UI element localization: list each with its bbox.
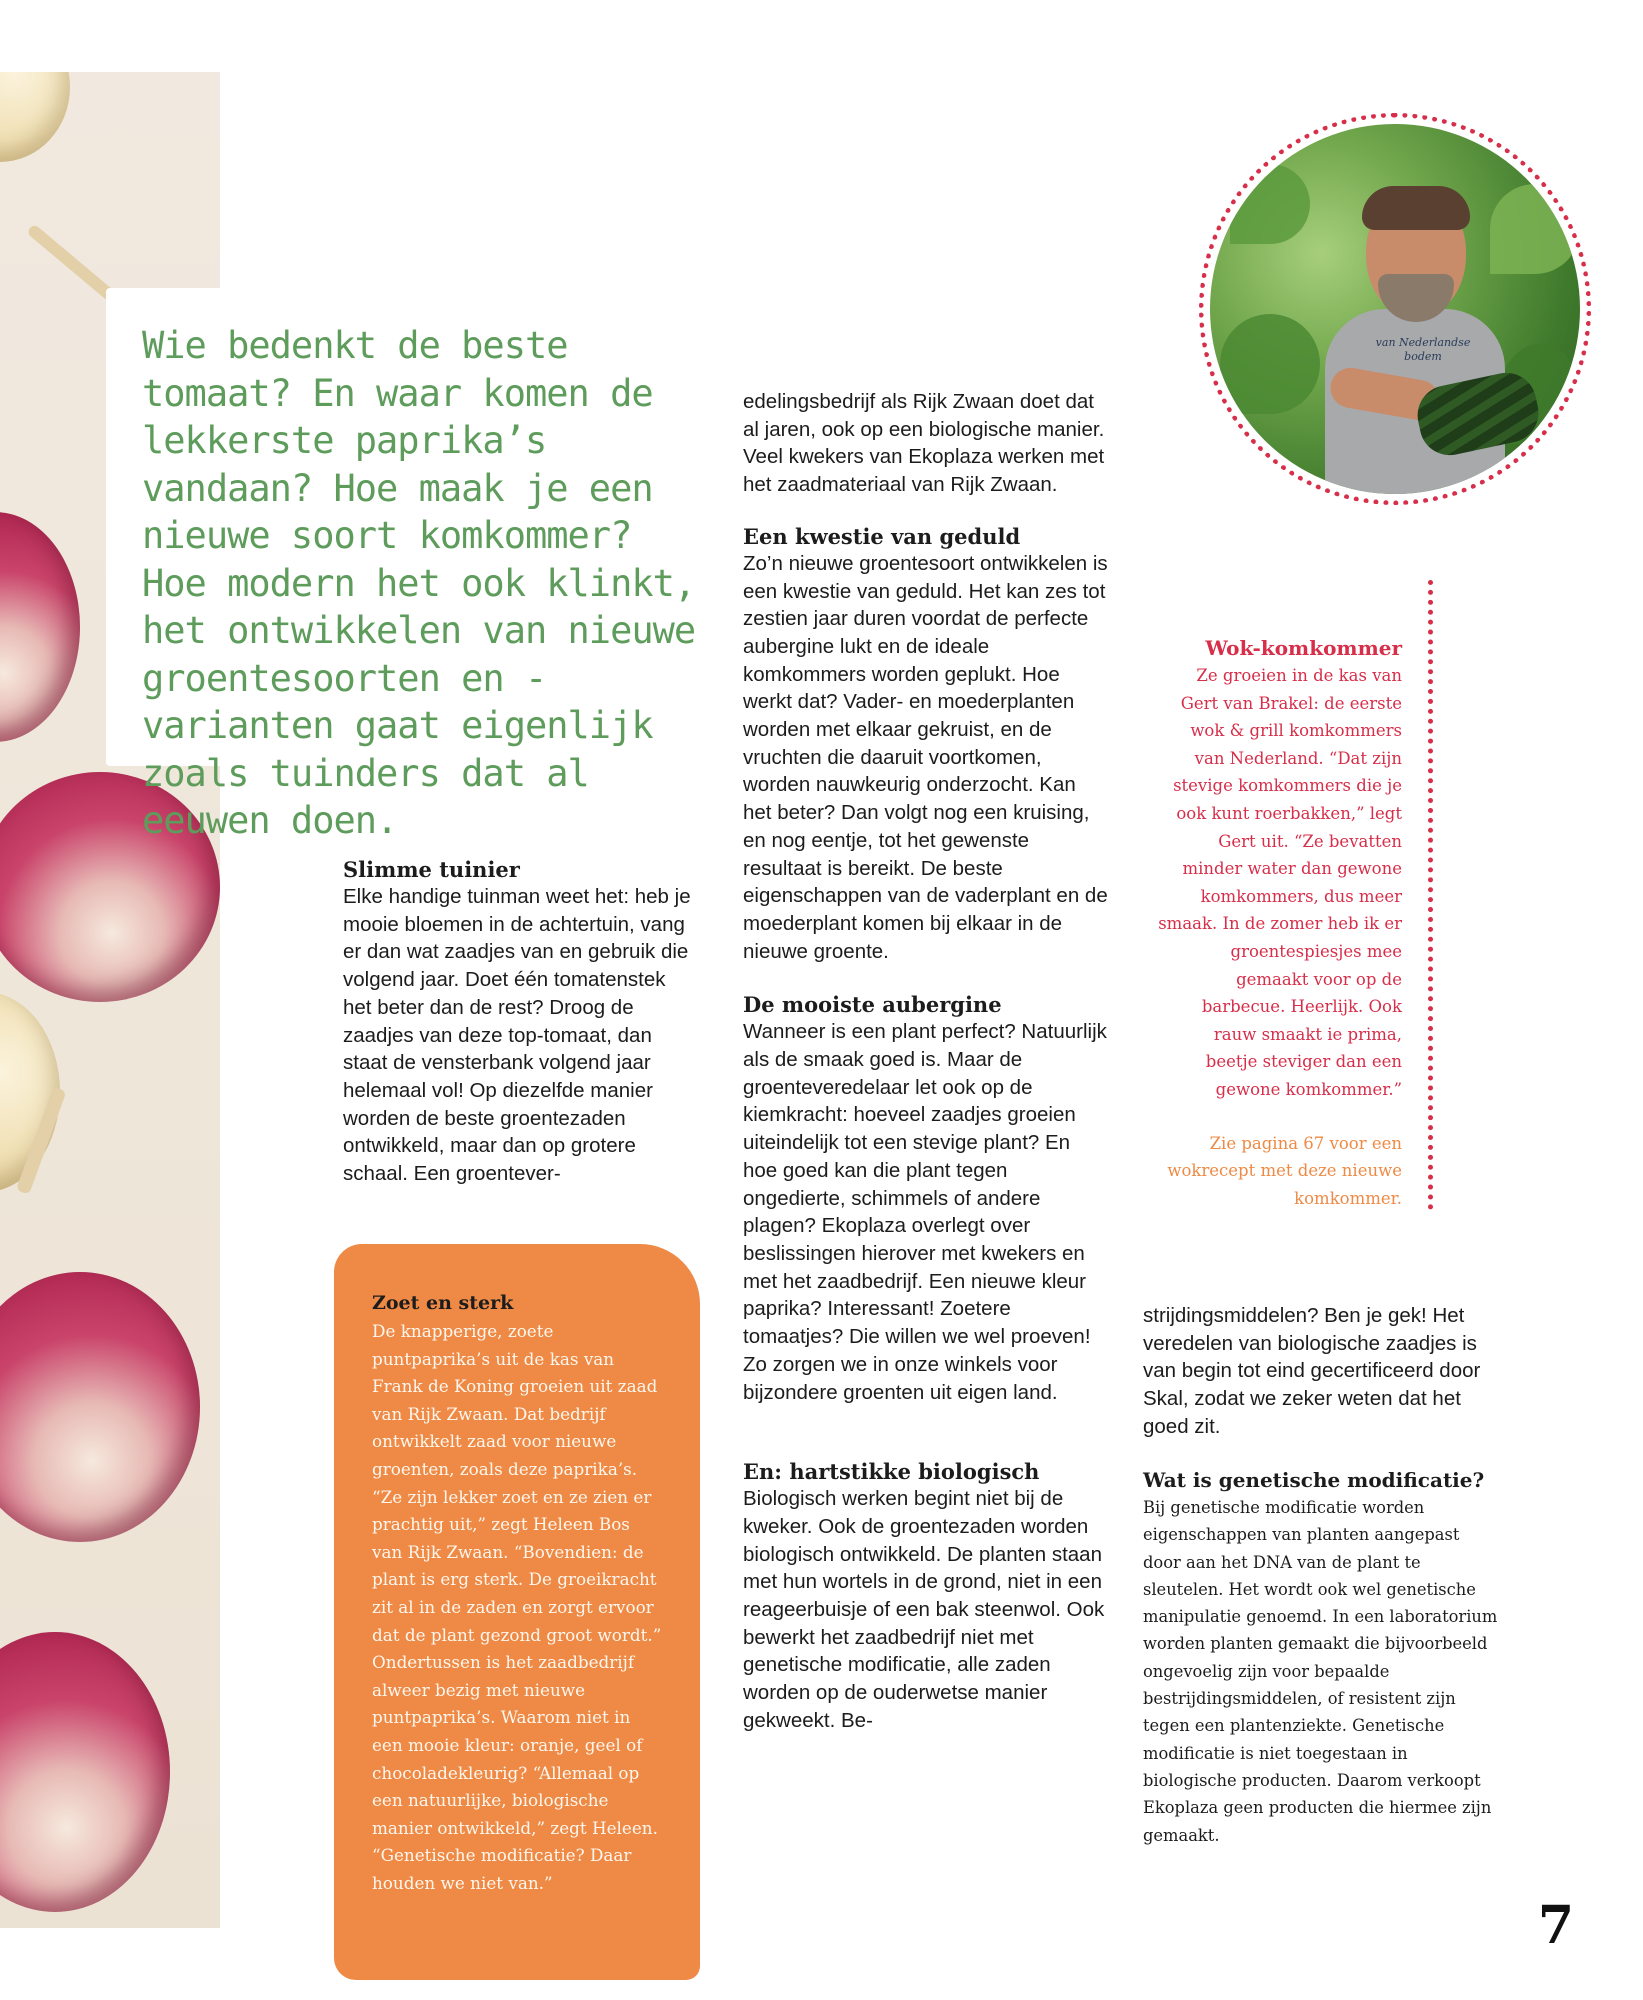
- orange-box: [372, 1290, 664, 1897]
- body-zoet-en-sterk: De knapperige, zoete puntpaprika’s uit de kas van Frank de Koning groeien uit zaad van Rijk Zwaan. Dat bedrijf ontwikkelt zaad voor nieuwe groenten, zoals deze paprika’s. “Ze zijn lekker zoet en ze zien er prachtig uit,” zegt Heleen Bos van Rijk Zwaan. “Bovendien: de plant is erg sterk. De groeikracht zit al in de zaden en zorgt ervoor dat de plant gezond groot wordt.” Ondertussen is het zaadbedrijf alweer bezig met nieuwe puntpaprika’s. Waarom niet in een mooie kleur: oranje, geel of chocoladekleurig? “Allemaal op een natuurlijke, biologische manier ontwikkeld,” zegt Heleen. “Genetische modificatie? Daar houden we niet van.”: [372, 1321, 662, 1893]
- body-column-3: strijdingsmiddelen? Ben je gek! Het veredelen van biologische zaadjes is van begin tot eind gecertificeerd door Skal, zodat we zeker weten dat het goed zit.: [1143, 1304, 1481, 1438]
- recipe-reference: Zie pagina 67 voor een wokrecept met deze nieuwe komkommer.: [1167, 1133, 1402, 1208]
- wok-komkommer-sidebar: [1158, 634, 1402, 1212]
- page-number: 7: [1537, 1895, 1574, 1956]
- heading-hartstikke-biologisch: En: hartstikke biologisch: [743, 1459, 1040, 1485]
- body-hartstikke-biologisch: Biologisch werken begint niet bij de kweker. Ook de groentezaden worden biologisch ontwikkeld. De planten staan met hun wortels in de grond, niet in een reageerbuisje of een bak steenwol. Ook bewerkt het zaadbedrijf niet met genetische modificatie, alle zaden worden op de ouderwetse manier gekweekt. Be-: [743, 1487, 1105, 1732]
- heading-wok-komkommer: Wok-komkommer: [1205, 636, 1402, 660]
- body-wok-komkommer: Ze groeien in de kas van Gert van Brakel: de eerste wok & grill komkommers van Nederland. “Dat zijn stevige komkommers die je ook kunt roerbakken,” legt Gert uit. “Ze bevatten minder water dan gewone komkommers, dus meer smaak. In de zomer heb ik er groentespiesjes mee gemaakt voor op de barbecue. Heerlijk. Ook rauw smaakt ie prima, beetje steviger dan een gewone komkommer.”: [1158, 666, 1402, 1099]
- dotted-divider: [1428, 580, 1433, 1210]
- gmo-box: [1143, 1467, 1501, 1849]
- body-slimme-tuinier: Elke handige tuinman weet het: heb je mooie bloemen in de achtertuin, vang er dan wat zaadjes van en gebruik die volgend jaar. Doet één tomatenstek het beter dan de rest? Droog de zaadjes van deze top-tomaat, dan staat de vensterbank volgend jaar helemaal vol! Op diezelfde manier worden de beste groentezaden ontwikkeld, maar dan op grotere schaal. Een groentever-: [343, 885, 691, 1186]
- turnip: [0, 512, 80, 742]
- heading-zoet-en-sterk: Zoet en sterk: [372, 1292, 514, 1314]
- heading-genetische-modificatie: Wat is genetische modificatie?: [1143, 1468, 1485, 1492]
- column-1: [343, 856, 695, 1188]
- column-2: [743, 388, 1109, 1735]
- heading-mooiste-aubergine: De mooiste aubergine: [743, 992, 1002, 1018]
- shirt-print: van Nederlandse bodem: [1375, 336, 1471, 363]
- turnip: [0, 1632, 170, 1912]
- intro-heading: Wie bedenkt de beste tomaat? En waar komen de lekkerste paprika’s vandaan? Hoe maak je een nieuwe soort komkommer? Hoe modern het ook klinkt, het ontwikkelen van nieuwe groentesoorten en -varianten gaat eigenlijk zoals tuinders dat al eeuwen doen.: [142, 324, 696, 842]
- portrait-dotted-ring: [1199, 113, 1591, 505]
- body-kwestie-van-geduld: Zo’n nieuwe groentesoort ontwikkelen is een kwestie van geduld. Het kan zes tot zestien jaar duren voordat de perfecte aubergine lukt en de ideale komkommers worden geplukt. Hoe werkt dat? Vader- en moederplanten worden met elkaar gekruist, en de vruchten die daaruit voortkomen, worden nauwkeurig onderzocht. Kan het beter? Dan volgt nog een kruising, en nog eentje, tot het gewenste resultaat is bereikt. De beste eigenschappen van de vaderplant en de moederplant komen bij elkaar in de nieuwe groente.: [743, 551, 1108, 963]
- body-mooiste-aubergine: Wanneer is een plant perfect? Natuurlijk als de smaak goed is. Maar de groenteveredelaar let ook op de kiemkracht: hoeveel zaadjes groeien uiteindelijk tot een stevige plant? En hoe goed kan die plant tegen ongedierte, schimmels of andere plagen? Ekoplaza overlegt over beslissingen hierover met kwekers en met het zaadbedrijf. Een nieuwe kleur paprika? Interessant! Zoetere tomaatjes? Die willen we wel proeven! Zo zorgen we in onze winkels voor bijzondere groenten uit eigen land.: [743, 1020, 1107, 1404]
- column-3: [1143, 1302, 1503, 1441]
- turnip: [0, 72, 70, 162]
- body-genetische-modificatie: Bij genetische modificatie worden eigenschappen van planten aangepast door aan het DNA van de plant te sleutelen. Het wordt ook wel genetische manipulatie genoemd. In een laboratorium worden planten gemaakt die bijvoorbeeld ongevoelig zijn voor bepaalde bestrijdingsmiddelen, of resistent zijn tegen een plantenziekte. Genetische modificatie is niet toegestaan in biologische producten. Daarom verkoopt Ekoplaza geen producten die hiermee zijn gemaakt.: [1143, 1498, 1498, 1845]
- heading-kwestie-van-geduld: Een kwestie van geduld: [743, 523, 1021, 549]
- turnip: [0, 1272, 200, 1542]
- turnip-root: [26, 223, 118, 303]
- body-column-2-lead: edelingsbedrijf als Rijk Zwaan doet dat al jaren, ook op een biologische manier. Veel kwekers van Ekoplaza werken met het zaadmateriaal van Rijk Zwaan.: [743, 390, 1105, 497]
- heading-slimme-tuinier: Slimme tuinier: [343, 857, 520, 882]
